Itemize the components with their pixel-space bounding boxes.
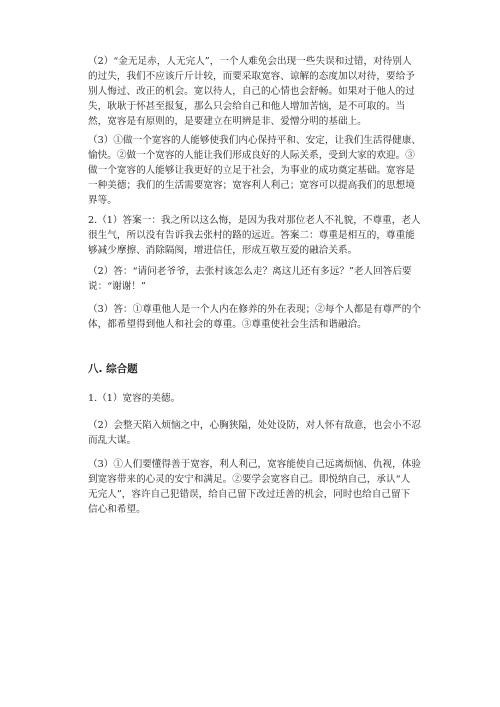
text-line: 够减少摩擦、消除隔阂，增进信任，形成互敬互爱的融洽关系。: [88, 245, 358, 256]
text-line: 失，耿耿于怀甚至报复，那么只会给自己和他人增加苦恼，是不可取的。当: [88, 101, 406, 112]
text-line: 到宽容带来的心灵的安宁和满足。②要学会宽容自己。即悦纳自己，承认“人: [88, 474, 411, 485]
text-line: （2）“金无足赤，人无完人”，一个人难免会出现一些失误和过错，对待别人: [88, 56, 412, 67]
text-line: 一种美德；我们的生活需要宽容；宽容利人利己；宽容可以提高我们的思想境: [88, 180, 415, 191]
paragraph-8-1-1: [88, 391, 428, 406]
text-line: 很生气，所以没有告诉我去张村的路的远近。答案二：尊重是相互的，尊重能: [88, 230, 415, 241]
text-line: （2）会整天陷入烦恼之中，心胸狭隘，处处设防，对人怀有敌意，也会小不忍: [88, 420, 421, 431]
paragraph-q2-2: [88, 264, 428, 294]
text-line: （2）答：“请问老爷爷，去张村该怎么走？离这儿还有多远？”老人回答后要: [88, 266, 412, 277]
text-line: 然，宽容是有原则的，是要建立在明辨是非、爱憎分明的基础上。: [88, 116, 367, 127]
paragraph-q2-3: [88, 302, 428, 332]
text-line: 信心和希望。: [88, 504, 146, 515]
paragraph-8-1-2: [88, 418, 428, 448]
section-title: 八. 综合题: [88, 363, 138, 375]
text-line: 无完人”，容许自己犯错误，给自己留下改过迁善的机会，同时也给自己留下: [88, 489, 411, 500]
text-line: （3）①做一个宽容的人能够使我们内心保持平和、安定，让我们生活得健康、: [88, 135, 421, 146]
text-line: 说：“谢谢！”: [88, 281, 146, 292]
paragraph-8-1-3: [88, 457, 428, 517]
text-line: 而乱大谋。: [88, 435, 137, 446]
paragraph-2-1: [88, 54, 428, 129]
paragraph-3-1: [88, 133, 428, 208]
text-line: 体，都希望得到他人和社会的尊重。③尊重使社会生活和谐融洽。: [88, 319, 367, 330]
text-line: （3）①人们要懂得善于宽容，利人利己，宽容能使自己远离烦恼、仇视，体验: [88, 459, 421, 470]
text-line: 2.（1）答案一：我之所以这么悔，是因为我对那位老人不礼貌，不尊重，老人: [88, 215, 421, 226]
text-line: 的过失，我们不应该斤斤计较，而要采取宽容、谅解的态度加以对待，要给予: [88, 71, 415, 82]
text-line: 1.（1）宽容的美德。: [88, 393, 181, 404]
text-line: 做一个宽容的人能够让我更好的立足于社会，为事业的成功奠定基础。宽容是: [88, 165, 415, 176]
text-line: 界等。: [88, 195, 117, 206]
text-line: 愉快。②做一个宽容的人能让我们形成良好的人际关系，受到大家的欢迎。③: [88, 150, 415, 161]
text-line: 别人悔过、改正的机会。宽以待人，自己的心情也会舒畅。如果对于他人的过: [88, 86, 415, 97]
paragraph-q2-1: [88, 213, 428, 258]
text-line: （3）答：①尊重他人是一个人内在修养的外在表现；②每个人都是有尊严的个: [88, 304, 421, 315]
